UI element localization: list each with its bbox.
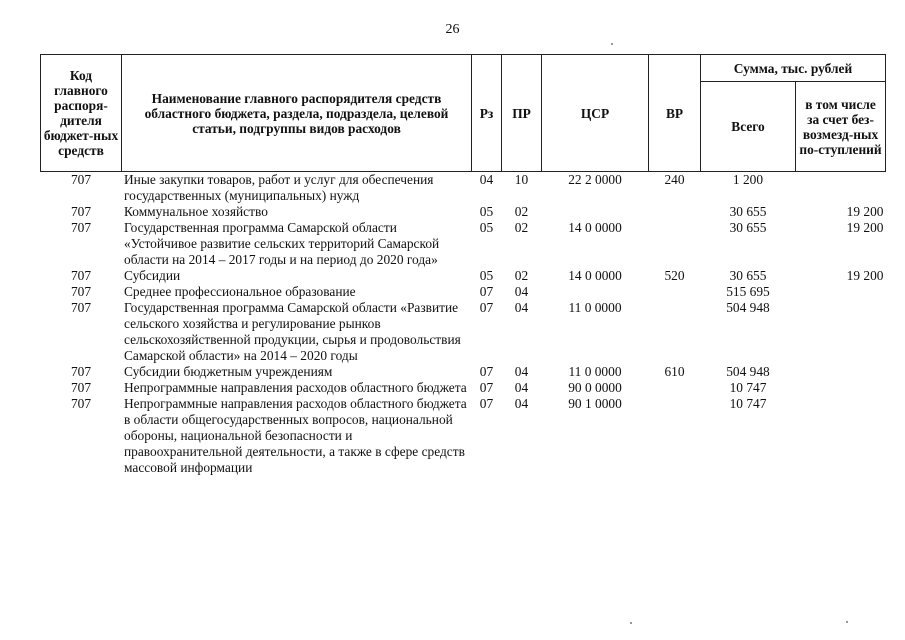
cell-vr: 240 [664,172,685,187]
cell-pr: 10 [514,172,529,187]
table-row [41,172,886,205]
cell-free: 19 200 [846,204,884,219]
cell-csr: 14 0 0000 [568,268,622,283]
cell-free [796,364,886,380]
cell-rz: 07 [479,300,494,315]
cell-vr [649,204,701,220]
cell-name: Субсидии бюджетным учреждениям [124,364,333,379]
cell-code: 707 [70,284,92,299]
cell-vr [649,396,701,476]
cell-free: 19 200 [846,220,884,235]
cell-pr: 02 [514,268,529,283]
cell-vr: 520 [664,268,685,283]
cell-name: Государственная программа Самарской области «Развитие сельского хозяйства и регулирование рынков сельскохозяйственной продукции, сырья и продовольствия Самарской области» на 2014 – 2020 годы [124,300,461,363]
cell-csr: 22 2 0000 [568,172,622,187]
table-row [41,364,886,380]
table-row [41,380,886,396]
cell-code: 707 [70,204,92,219]
cell-free [796,380,886,396]
table-header [41,55,886,172]
cell-rz: 04 [479,172,494,187]
cell-pr: 04 [514,364,529,379]
cell-pr: 04 [514,284,529,299]
table-row [41,300,886,364]
cell-csr: 11 0 0000 [568,300,622,315]
cell-total: 10 747 [729,380,767,395]
header-name: Наименование главного распорядителя средств областного бюджета, раздела, подраздела, целевой статьи, подгруппы видов расходов [122,55,472,172]
cell-name: Субсидии [124,268,181,283]
page-number: 26 [445,22,460,37]
cell-code: 707 [70,268,92,283]
cell-rz: 07 [479,284,494,299]
cell-pr: 04 [514,300,529,315]
cell-vr [649,380,701,396]
cell-code: 707 [70,396,92,411]
cell-csr [542,204,649,220]
cell-total: 30 655 [729,204,767,219]
cell-free [796,172,886,205]
cell-free [796,396,886,476]
cell-vr [649,284,701,300]
cell-rz: 05 [479,268,494,283]
cell-total: 30 655 [729,268,767,283]
cell-rz: 07 [479,364,494,379]
table-body [41,172,886,477]
scan-speck [611,43,613,45]
cell-total: 504 948 [726,300,770,315]
cell-vr [649,220,701,268]
cell-name: Иные закупки товаров, работ и услуг для обеспечения государственных (муниципальных) нужд [124,172,434,203]
scan-speck [846,621,848,623]
cell-name: Среднее профессиональное образование [124,284,356,299]
cell-pr: 04 [514,380,529,395]
cell-csr: 14 0 0000 [568,220,622,235]
table-row [41,204,886,220]
cell-total: 1 200 [732,172,764,187]
header-sum: Сумма, тыс. рублей [701,55,886,82]
table-row [41,284,886,300]
header-total: Всего [701,82,796,172]
cell-pr: 02 [514,204,529,219]
cell-rz: 07 [479,396,494,411]
cell-name: Коммунальное хозяйство [124,204,268,219]
cell-name: Непрограммные направления расходов областного бюджета в области общегосударственных вопросов, национальной обороны, национальной безопасности и правоохранительной деятельности, а также в сфере средств массовой информации [124,396,467,475]
header-free: в том числе за счет без-возмезд-ных по-ступлений [796,82,886,172]
cell-rz: 05 [479,220,494,235]
cell-code: 707 [70,364,92,379]
cell-name: Непрограммные направления расходов областного бюджета [124,380,467,395]
cell-vr: 610 [664,364,685,379]
cell-pr: 04 [514,396,529,411]
table-row [41,268,886,284]
cell-code: 707 [70,380,92,395]
cell-rz: 07 [479,380,494,395]
cell-name: Государственная программа Самарской области «Устойчивое развитие сельских территорий Самарской области на 2014 – 2017 годы и на период до 2020 года» [124,220,440,267]
cell-total: 515 695 [726,284,770,299]
budget-table [40,54,886,476]
scan-speck [630,622,632,624]
cell-csr: 90 0 0000 [568,380,622,395]
cell-total: 10 747 [729,396,767,411]
cell-total: 30 655 [729,220,767,235]
cell-csr: 90 1 0000 [568,396,622,411]
cell-free [796,300,886,364]
cell-total: 504 948 [726,364,770,379]
cell-vr [649,300,701,364]
cell-free: 19 200 [846,268,884,283]
cell-code: 707 [70,300,92,315]
cell-rz: 05 [479,204,494,219]
header-csr: ЦСР [542,55,649,172]
header-code: Код главного распоря-дителя бюджет-ных средств [41,55,122,172]
cell-free [796,284,886,300]
cell-csr: 11 0 0000 [568,364,622,379]
cell-code: 707 [70,220,92,235]
table-row [41,220,886,268]
header-pr: ПР [502,55,542,172]
header-vr: ВР [649,55,701,172]
cell-pr: 02 [514,220,529,235]
header-rz: Рз [472,55,502,172]
cell-code: 707 [70,172,92,187]
cell-csr [542,284,649,300]
table-row [41,396,886,476]
